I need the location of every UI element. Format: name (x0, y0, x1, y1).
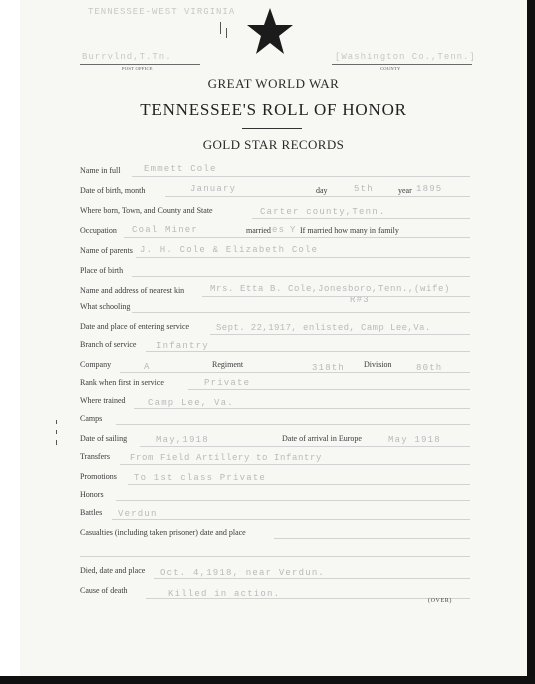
died-rule (154, 578, 470, 579)
company-rule (120, 372, 470, 373)
born-label: Where born, Town, and County and State (80, 206, 213, 215)
cause-value: Killed in action. (168, 589, 281, 599)
dob-day-value: 5th (354, 184, 374, 194)
over-label: (OVER) (428, 598, 452, 604)
post-office-value: Burrvlnd,T.Tn. (82, 52, 172, 62)
branch-rule (146, 351, 470, 352)
casualties-label: Casualties (including taken prisoner) date and place (80, 528, 246, 537)
margin-mark (56, 440, 57, 445)
parents-value: J. H. Cole & Elizabeth Cole (140, 245, 319, 255)
promotions-value: To 1st class Private (134, 473, 267, 483)
scan-left-margin (0, 0, 20, 684)
title-great-world-war: GREAT WORLD WAR (207, 76, 340, 91)
arrival-label: Date of arrival in Europe (282, 434, 362, 443)
cause-label: Cause of death (80, 586, 128, 595)
entering-label: Date and place of entering service (80, 322, 190, 331)
schooling-label: What schooling (80, 302, 131, 311)
married-value: es (272, 225, 286, 235)
county-rule (332, 64, 472, 65)
post-office-rule (80, 64, 200, 65)
occupation-value: Coal Miner (132, 225, 199, 235)
casualties-rule-2 (80, 556, 470, 557)
battles-rule (112, 519, 470, 520)
margin-mark (56, 420, 57, 424)
sailing-value: May,1918 (156, 435, 209, 445)
parents-label: Name of parents (80, 246, 133, 255)
scan-bottom-edge (0, 676, 535, 684)
occupation-rule (124, 237, 470, 238)
honors-label: Honors (80, 490, 104, 499)
camps-label: Camps (80, 414, 103, 423)
county-value: [Washington Co.,Tenn.] (335, 52, 476, 62)
battles-value: Verdun (118, 509, 158, 519)
born-value: Carter county,Tenn. (260, 207, 386, 217)
born-rule (252, 218, 470, 219)
company-label: Company (80, 360, 112, 369)
year-label: year (398, 186, 412, 195)
kin-label: Name and address of nearest kin (80, 286, 185, 295)
name-value: Emmett Cole (144, 164, 217, 174)
name-rule (132, 176, 470, 177)
parents-rule (136, 257, 470, 258)
rank-value: Private (204, 378, 251, 388)
county-label: COUNTY (380, 66, 401, 71)
kin-rule (202, 296, 470, 297)
regiment-label: Regiment (212, 360, 244, 369)
schooling-rule (132, 312, 470, 313)
company-value: A (144, 362, 151, 372)
kin-value-line2: R#3 (350, 295, 370, 305)
casualties-rule (274, 538, 470, 539)
honors-rule (116, 500, 470, 501)
cause-rule (146, 598, 470, 599)
place-of-birth-label: Place of birth (80, 266, 124, 275)
arrival-value: May 1918 (388, 435, 441, 445)
title-roll-of-honor: TENNESSEE'S ROLL OF HONOR (140, 100, 407, 119)
if-married-value: Y (290, 225, 297, 235)
trained-value: Camp Lee, Va. (148, 398, 234, 408)
title-gold-star-records: GOLD STAR RECORDS (202, 137, 345, 152)
occupation-label: Occupation (80, 226, 117, 235)
promotions-rule (128, 484, 470, 485)
margin-mark (56, 430, 57, 434)
transfers-value: From Field Artillery to Infantry (130, 453, 323, 463)
rank-rule (188, 389, 470, 390)
battles-label: Battles (80, 508, 103, 517)
camps-rule (116, 424, 470, 425)
gold-star-icon (246, 6, 294, 58)
pen-mark (220, 22, 221, 34)
title-divider (242, 128, 302, 129)
entering-value: Sept. 22,1917, enlisted, Camp Lee,Va. (216, 323, 431, 333)
gold-star-record-form (20, 0, 527, 676)
married-label: married (246, 226, 271, 235)
regiment-value: 318th (312, 363, 346, 373)
sailing-label: Date of sailing (80, 434, 128, 443)
dob-label: Date of birth, month (80, 186, 146, 195)
transfers-rule (120, 464, 470, 465)
died-label: Died, date and place (80, 566, 146, 575)
trained-rule (134, 408, 470, 409)
day-label: day (316, 186, 328, 195)
died-value: Oct. 4,1918, near Verdun. (160, 568, 326, 578)
dob-rule (165, 196, 470, 197)
branch-value: Infantry (156, 341, 209, 351)
branch-label: Branch of service (80, 340, 137, 349)
post-office-label: POST OFFICE (122, 66, 153, 71)
division-label: Division (364, 360, 392, 369)
pen-mark (226, 28, 227, 38)
typed-state-line: TENNESSEE-WEST VIRGINIA (88, 7, 236, 17)
place-of-birth-rule (132, 276, 470, 277)
rank-label: Rank when first in service (80, 378, 164, 387)
division-value: 80th (416, 363, 443, 373)
sailing-rule (140, 446, 470, 447)
kin-value: Mrs. Etta B. Cole,Jonesboro,Tenn.,(wife) (210, 284, 451, 294)
name-label: Name in full (80, 166, 121, 175)
dob-month-value: January (190, 184, 237, 194)
transfers-label: Transfers (80, 452, 110, 461)
promotions-label: Promotions (80, 472, 117, 481)
dob-year-value: 1895 (416, 184, 443, 194)
trained-label: Where trained (80, 396, 126, 405)
entering-rule (210, 334, 470, 335)
if-married-label: If married how many in family (300, 226, 399, 235)
